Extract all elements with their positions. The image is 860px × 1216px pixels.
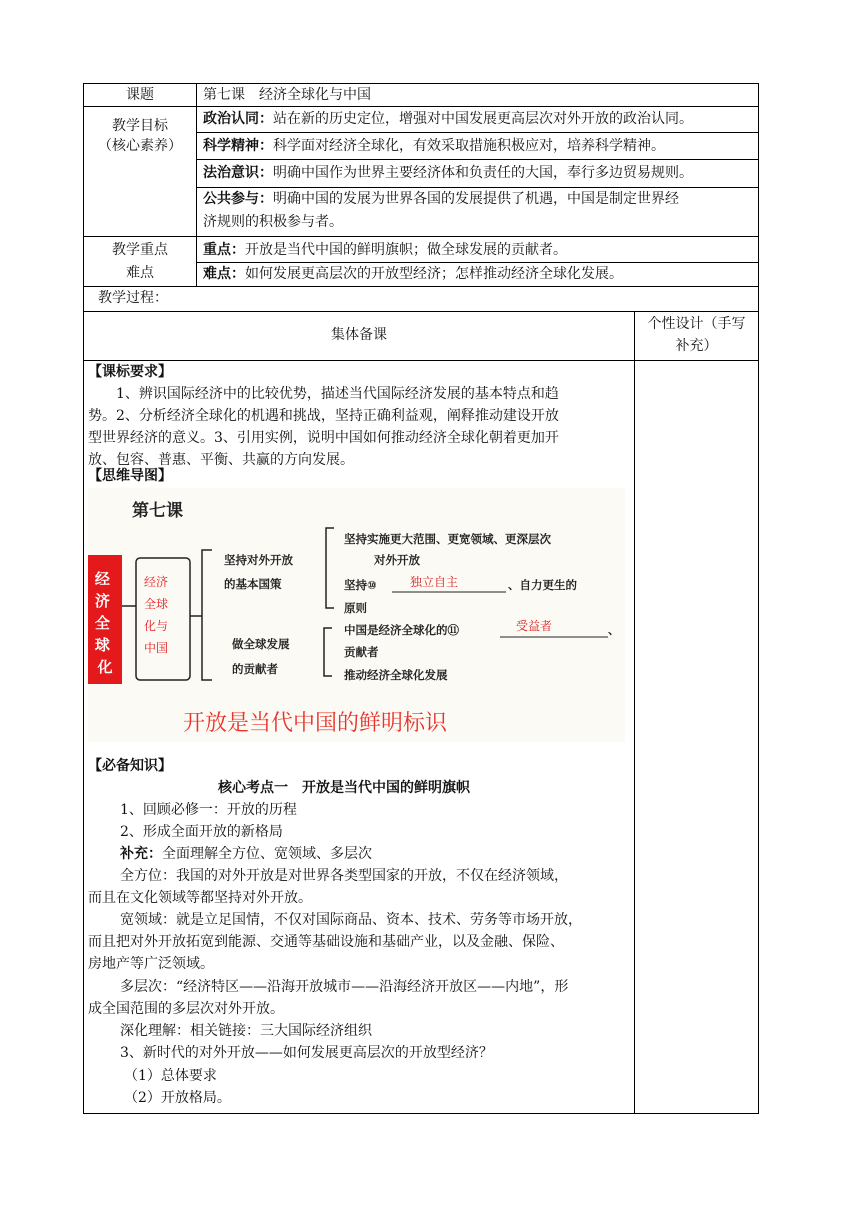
col-divider	[634, 311, 635, 1114]
knowledge-heading: 【必备知识】	[88, 758, 172, 774]
table-border-left	[83, 83, 84, 1114]
mindmap-root-char: 球	[94, 636, 110, 654]
standards-line: 放、包容、普惠、平衡、共赢的方向发展。	[88, 452, 354, 468]
mindmap-b1-leaf1-line: 对外开放	[374, 553, 420, 567]
knowledge-line: 多层次：“经济特区——沿海开放城市——沿海经济开放区——内地”，形	[120, 979, 569, 995]
mindmap-b1-leaf2-pre: 坚持⑩	[344, 578, 377, 592]
group-label: 集体备课	[331, 327, 387, 343]
row-divider	[83, 286, 759, 287]
standards-heading: 【课标要求】	[88, 364, 172, 380]
focus-item	[203, 240, 567, 260]
mindmap-b2-leaf1-pre: 中国是经济全球化的⑪	[344, 623, 459, 637]
knowledge-line: 3、新时代的对外开放——如何发展更高层次的开放型经济？	[120, 1045, 493, 1061]
goals-label: 教学目标	[112, 118, 168, 134]
knowledge-line: 1、回顾必修一：开放的历程	[120, 802, 297, 818]
knowledge-line: （2）开放格局。	[124, 1090, 231, 1106]
goal-item	[203, 189, 679, 209]
row-divider	[196, 262, 759, 263]
goal-key: 法治意识：	[203, 165, 273, 181]
mindmap-mid-line: 中国	[144, 641, 169, 655]
knowledge-line: 而且把对外开放拓宽到能源、交通等基础设施和基础产业，以及金融、保险、	[88, 934, 564, 950]
standards-line: 型世界经济的意义。3、引用实例，说明中国如何推动经济全球化朝着更加开	[88, 430, 559, 446]
goal-text: 站在新的历史定位，增强对中国发展更高层次对外开放的政治认同。	[273, 111, 693, 127]
mindmap-b1-leaf2-end: 原则	[344, 601, 367, 615]
mindmap-b2-leaf1-fill: 受益者	[516, 619, 553, 633]
mindmap-mid-line: 经济	[144, 575, 169, 589]
mindmap-b1-leaf1-line: 坚持实施更大范围、更宽领域、更深层次	[344, 532, 551, 546]
col-divider	[196, 83, 197, 287]
row-divider	[196, 187, 759, 188]
personal-label-sub: 补充）	[675, 338, 718, 354]
process-label: 教学过程：	[98, 290, 168, 306]
row-divider	[83, 106, 759, 107]
personal-label: 个性设计（手写	[647, 316, 746, 332]
focus-text: 开放是当代中国的鲜明旗帜；做全球发展的贡献者。	[245, 242, 567, 258]
goal-text: 明确中国的发展为世界各国的发展提供了机遇，中国是制定世界经	[273, 191, 679, 207]
topic-label: 课题	[126, 87, 154, 103]
row-divider	[83, 360, 759, 361]
mindmap-mid-line: 化与	[144, 619, 169, 633]
knowledge-line: 2、形成全面开放的新格局	[120, 824, 283, 840]
knowledge-line: 而且在文化领域等都坚持对外开放。	[88, 890, 312, 906]
focus-key: 重点：	[203, 242, 245, 258]
goals-label-sub: （核心素养）	[98, 138, 182, 154]
mindmap-branch1-line: 的基本国策	[224, 577, 282, 591]
mindmap-heading: 【思维导图】	[88, 468, 172, 484]
knowledge-line: 深化理解：相关链接：三大国际经济组织	[120, 1023, 372, 1039]
row-divider	[83, 236, 759, 237]
mindmap-mid-line: 全球	[144, 597, 169, 611]
supplement-key: 补充：	[120, 846, 162, 862]
mindmap-root-char: 经	[94, 570, 110, 588]
goal-item	[203, 109, 693, 129]
goal-text: 明确中国作为世界主要经济体和负责任的大国，奉行多边贸易规则。	[273, 165, 693, 181]
mind-map	[88, 488, 625, 742]
goal-text: 科学面对经济全球化，有效采取措施积极应对，培养科学精神。	[273, 138, 665, 154]
table-border-bottom	[83, 1113, 759, 1114]
mindmap-b2-leaf2: 贡献者	[344, 645, 379, 659]
table-border-right	[758, 83, 759, 1114]
standards-line: 1、辨识国际经济中的比较优势，描述当代国际经济发展的基本特点和趋	[88, 386, 559, 402]
mindmap-b1-leaf2-post: 、自力更生的	[508, 578, 577, 592]
mindmap-root-char: 全	[94, 614, 110, 632]
difficulty-key: 难点：	[203, 266, 245, 282]
knowledge-line: 房地产等广泛领域。	[88, 956, 214, 972]
goal-text-cont: 济规则的积极参与者。	[203, 214, 343, 230]
mindmap-root-char: 济	[94, 592, 110, 610]
knowledge-supplement	[120, 844, 372, 864]
focus-label: 教学重点	[112, 242, 168, 258]
knowledge-line: 宽领域：就是立足国情，不仅对国际商品、资本、技术、劳务等市场开放，	[120, 912, 582, 928]
topic-value: 第七课 经济全球化与中国	[203, 87, 371, 103]
goal-key: 公共参与：	[203, 191, 273, 207]
mindmap-b2-leaf3: 推动经济全球化发展	[344, 668, 448, 682]
mindmap-root-char: 化	[97, 658, 113, 676]
mindmap-branch2-line: 做全球发展	[232, 637, 290, 651]
table-border-top	[83, 83, 759, 84]
supplement-text: 全面理解全方位、宽领域、多层次	[162, 846, 372, 862]
row-divider	[196, 132, 759, 133]
mindmap-branch1-line: 坚持对外开放	[224, 553, 293, 567]
difficulty-item	[203, 264, 623, 284]
goal-item	[203, 163, 693, 183]
mindmap-root-text	[95, 570, 115, 676]
mindmap-slogan: 开放是当代中国的鲜明标识	[183, 711, 448, 736]
mindmap-b2-leaf1-post: 、	[608, 623, 620, 637]
mindmap-lesson-title: 第七课	[132, 501, 183, 521]
focus-label-sub: 难点	[126, 265, 154, 281]
difficulty-text: 如何发展更高层次的开放型经济；怎样推动经济全球化发展。	[245, 266, 623, 282]
mindmap-branch2-line: 的贡献者	[232, 662, 278, 676]
knowledge-line: （1）总体要求	[124, 1068, 217, 1084]
goal-key: 科学精神：	[203, 138, 273, 154]
row-divider	[196, 159, 759, 160]
knowledge-line: 成全国范围的多层次对外开放。	[88, 1001, 284, 1017]
standards-line: 势。2、分析经济全球化的机遇和挑战，坚持正确利益观，阐释推动建设开放	[88, 408, 559, 424]
knowledge-line: 全方位：我国的对外开放是对世界各类型国家的开放，不仅在经济领域，	[120, 868, 568, 884]
knowledge-title: 核心考点一 开放是当代中国的鲜明旗帜	[218, 780, 470, 796]
goal-key: 政治认同：	[203, 111, 273, 127]
mindmap-b1-leaf2-fill: 独立自主	[410, 575, 459, 589]
goal-item	[203, 136, 665, 156]
row-divider	[83, 311, 759, 312]
